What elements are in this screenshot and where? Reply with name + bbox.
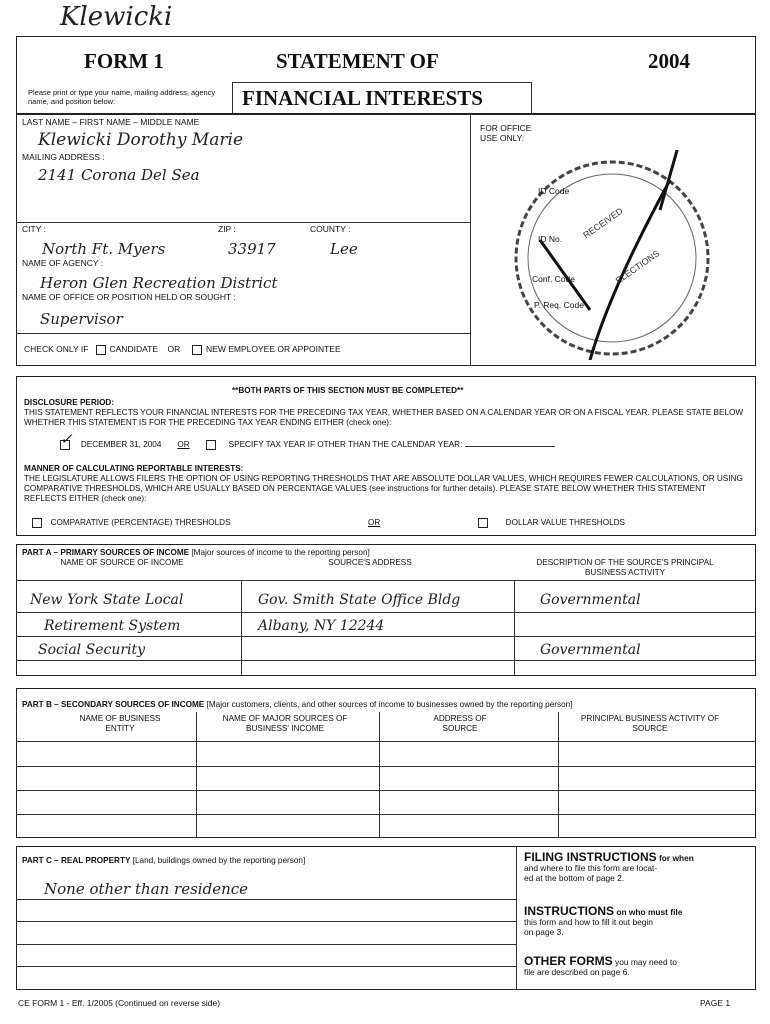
city-field[interactable]: North Ft. Myers (42, 240, 166, 258)
specify-blank[interactable] (465, 446, 555, 447)
part-a-row3-desc[interactable]: Governmental (540, 642, 641, 658)
title-line2: FINANCIAL INTERESTS (242, 86, 483, 110)
other-forms-block (524, 956, 750, 977)
city-label: CITY : (22, 224, 46, 234)
part-b-box (16, 688, 756, 838)
county-field[interactable]: Lee (330, 240, 358, 258)
comparative-checkbox[interactable] (32, 518, 42, 528)
instructions-block (524, 906, 750, 937)
print-note: Please print or type your name, mailing address, agency name, and position below: (28, 88, 216, 106)
dollar-label: DOLLAR VALUE THRESHOLDS (505, 518, 626, 528)
dollar-checkbox[interactable] (478, 518, 488, 528)
filing-text3: ed at the bottom of page 2. (524, 873, 625, 883)
office-label: NAME OF OFFICE OR POSITION HELD OR SOUGHT : (22, 292, 236, 302)
part-b-title: PART B – SECONDARY SOURCES OF INCOME (22, 700, 205, 709)
filing-title: FILING INSTRUCTIONS (524, 850, 657, 864)
instr-title: INSTRUCTIONS (524, 904, 614, 918)
part-c-heading (22, 856, 305, 866)
office-use-label: FOR OFFICE USE ONLY: (480, 123, 532, 143)
comparative-option (32, 518, 231, 528)
title-box (232, 82, 532, 114)
checkmark-icon: ✓ (60, 430, 73, 448)
part-a-title: PART A – PRIMARY SOURCES OF INCOME (22, 548, 190, 557)
other-text1: you may need to (615, 957, 677, 967)
name-label: LAST NAME – FIRST NAME – MIDDLE NAME (22, 117, 200, 127)
received-stamp-icon (500, 150, 730, 360)
id-no-label: ID No. (538, 234, 563, 244)
manner-title: MANNER OF CALCULATING REPORTABLE INTERESTS: (24, 464, 244, 473)
p-req-code-label: P. Req. Code (534, 300, 584, 310)
mailing-label: MAILING ADDRESS : (22, 152, 105, 162)
part-a-row2-name[interactable]: Retirement System (44, 618, 181, 634)
dec31-label: DECEMBER 31, 2004 (80, 440, 162, 450)
disclosure-box (16, 376, 756, 536)
instr-text3: on page 3. (524, 927, 564, 937)
filing-text2: and where to file this form are locat- (524, 863, 658, 873)
other-title: OTHER FORMS (524, 954, 613, 968)
part-a-col1: NAME OF SOURCE OF INCOME (60, 558, 184, 567)
agency-label: NAME OF AGENCY : (22, 258, 104, 268)
specify-checkbox[interactable] (206, 440, 216, 450)
part-a-row2-address[interactable]: Albany, NY 12244 (258, 618, 385, 634)
check-only-row (24, 344, 341, 355)
handwritten-name-top: Klewicki (60, 2, 173, 32)
period-title: DISCLOSURE PERIOD: (24, 398, 115, 407)
instr-text1: on who must file (616, 907, 683, 917)
form-year: 2004 (648, 49, 690, 73)
period-or: OR (177, 440, 190, 450)
part-a-subtitle: [Major sources of income to the reporting person] (191, 548, 370, 557)
period-options (60, 440, 555, 450)
specify-label: SPECIFY TAX YEAR IF OTHER THAN THE CALENDAR YEAR: (228, 440, 463, 450)
office-field[interactable]: Supervisor (40, 310, 123, 328)
part-c-subtitle: [Land, buildings owned by the reporting person] (132, 856, 306, 865)
part-a-col3: DESCRIPTION OF THE SOURCE'S PRINCIPAL BUSINESS ACTIVITY (536, 558, 714, 577)
part-b-col4: PRINCIPAL BUSINESS ACTIVITY OF SOURCE (580, 714, 720, 733)
part-a-row1-address[interactable]: Gov. Smith State Office Bldg (258, 592, 461, 608)
instr-text2: this form and how to fill it out begin (524, 917, 653, 927)
part-a-heading (22, 548, 370, 558)
county-label: COUNTY : (310, 224, 351, 234)
part-a-col2: SOURCE'S ADDRESS (328, 558, 412, 567)
footer-page: PAGE 1 (700, 998, 731, 1008)
part-b-subtitle: [Major customers, clients, and other sources of income to businesses owned by the reporting person] (206, 700, 573, 709)
candidate-label: CANDIDATE (109, 344, 158, 354)
id-code-label: ID Code (538, 186, 570, 196)
agency-field[interactable]: Heron Glen Recreation District (40, 274, 278, 292)
zip-label: ZIP : (218, 224, 236, 234)
part-b-col1: NAME OF BUSINESS ENTITY (79, 714, 161, 733)
stamp-received: RECEIVED (581, 205, 625, 241)
comparative-label: COMPARATIVE (PERCENTAGE) THRESHOLDS (50, 518, 231, 528)
or-label: OR (167, 344, 181, 354)
part-b-heading (22, 700, 572, 710)
manner-or: OR (368, 518, 381, 527)
part-b-col2: NAME OF MAJOR SOURCES OF BUSINESS' INCOME (222, 714, 348, 733)
part-c-title: PART C – REAL PROPERTY (22, 856, 131, 865)
part-b-col3: ADDRESS OF SOURCE (433, 714, 487, 733)
name-field[interactable]: Klewicki Dorothy Marie (38, 130, 244, 150)
title-line1: STATEMENT OF (276, 49, 439, 73)
candidate-checkbox[interactable] (96, 345, 106, 355)
other-text2: file are described on page 6. (524, 967, 630, 977)
conf-code-label: Conf. Code (532, 274, 575, 284)
check-only-label: CHECK ONLY IF (24, 344, 89, 354)
manner-text: THE LEGISLATURE ALLOWS FILERS THE OPTION OF USING REPORTING THRESHOLDS THAT ARE ABSOLUTE DOLLAR VALUES, WHICH REQUIRES FEWER CALCULATIONS, OR USING COMPARATIVE THRESHOLDS, WHICH ARE USUALLY BASED ON PERCENTAGE VALUES (see instructions for further details). PLEASE STATE BELOW WHETHER THIS STATEMENT REFLECTS EITHER (check one): (24, 474, 743, 503)
both-parts-note: **BOTH PARTS OF THIS SECTION MUST BE COMPLETED** (232, 386, 464, 395)
footer-left: CE FORM 1 - Eff. 1/2005 (Continued on reverse side) (18, 998, 221, 1008)
zip-field[interactable]: 33917 (228, 240, 276, 258)
part-a-row1-name[interactable]: New York State Local (30, 592, 184, 608)
part-c-value[interactable]: None other than residence (44, 880, 249, 898)
new-employee-checkbox[interactable] (192, 345, 202, 355)
part-a-row1-desc[interactable]: Governmental (540, 592, 641, 608)
new-employee-label: NEW EMPLOYEE OR APPOINTEE (206, 344, 341, 354)
mailing-field[interactable]: 2141 Corona Del Sea (38, 166, 200, 184)
stamp-elections: ELECTIONS (613, 248, 662, 286)
filing-text1: for when (659, 853, 694, 863)
filing-instructions (524, 852, 750, 883)
form-number: FORM 1 (84, 49, 164, 73)
dollar-option (478, 518, 625, 528)
period-text: THIS STATEMENT REFLECTS YOUR FINANCIAL INTERESTS FOR THE PRECEDING TAX YEAR, WHETHER BASED ON A CALENDAR YEAR OR ON A FISCAL YEAR. PLEASE STATE BELOW WHETHER THIS STATEMENT IS FOR THE PRECEDING TAX YEAR ENDING EITHER (check one): (24, 408, 744, 427)
part-a-row3-name[interactable]: Social Security (38, 642, 146, 658)
